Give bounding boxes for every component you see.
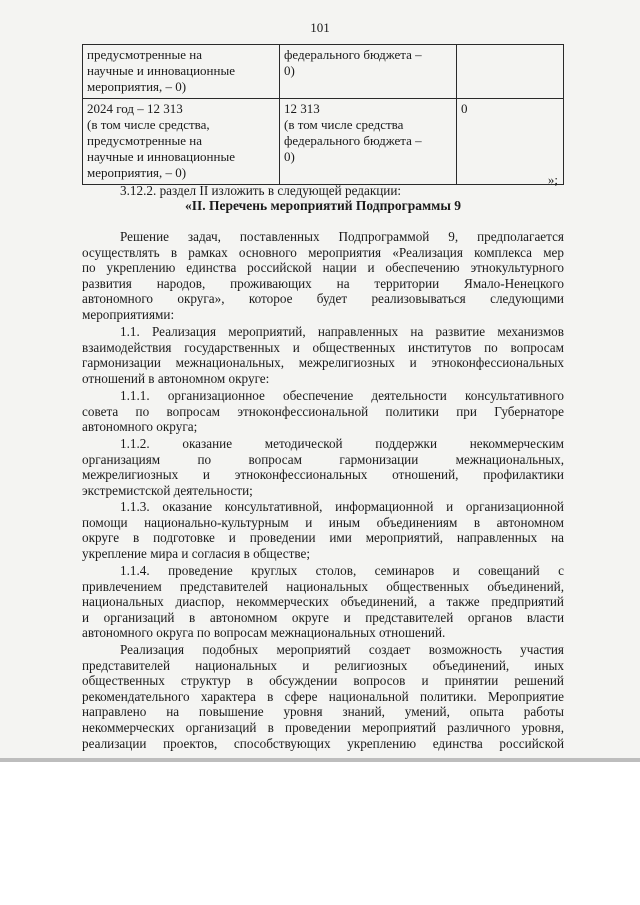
text-line: представителей национальных и религиозных объединений, иных [82, 657, 564, 673]
table-row [83, 45, 564, 99]
text-line: развития народов, проживающих на территории Ямало-Ненецкого [82, 275, 564, 291]
table-cell [457, 45, 564, 99]
text-line: организациям по вопросам гармонизации межнациональных, [82, 451, 564, 467]
table-cell: 12 313 (в том числе средства федерального бюджета – 0) [280, 99, 457, 185]
paragraph-1-1 [82, 324, 564, 386]
scan-edge [0, 758, 640, 762]
paragraph-intro [82, 229, 564, 323]
funding-table [82, 44, 564, 185]
text-line: экстремистской деятельности; [82, 482, 253, 498]
text-line: 1.1.4. проведение круглых столов, семинаров и совещаний с [120, 563, 564, 578]
text-line: автономного округа», которое будет реализовываться следующими [82, 291, 564, 307]
text-line: по укреплению единства российской нации и обеспечению этнокультурного [82, 260, 564, 276]
text-line: укрепление мира и согласия в обществе; [82, 545, 311, 561]
table-cell: 0 [457, 99, 564, 185]
section-heading: «II. Перечень мероприятий Подпрограммы 9 [184, 198, 462, 213]
text-line: 1.1.2. оказание методической поддержки некоммерческим [120, 436, 564, 451]
closing-quote: »; [547, 172, 558, 187]
text-line: некоммерческих организаций в проведении мероприятий различного уровня, [82, 719, 564, 735]
text-line: округе в подготовке и проведении ими мероприятий, направленных на [82, 530, 564, 546]
text-line: привлечением представителей национальных общественных объединений, [82, 578, 564, 594]
paragraph-final [82, 642, 564, 751]
section-amendment-line [82, 183, 564, 199]
text-line: и организаций в автономном округе и представителей органов власти [82, 609, 564, 625]
text-line: межрелигиозных и этноконфессиональных отношений, профилактики [82, 467, 564, 483]
text-line: взаимодействия государственных и общественных институтов по вопросам [82, 339, 564, 355]
text-line: отношений в автономном округе: [82, 370, 270, 386]
text-line: мероприятиями: [82, 306, 175, 322]
text-line: Реализация подобных мероприятий создает возможность участия [120, 642, 564, 657]
paragraph-1-1-1 [82, 388, 564, 435]
table-cell: 2024 год – 12 313 (в том числе средства, предусмотренные на научные и инновационные мероприятия, – 0) [83, 99, 280, 185]
text-line: рекомендательного характера в сфере национальной политики. Мероприятие [82, 688, 564, 704]
table-row [83, 99, 564, 185]
text-line: автономного округа; [82, 419, 198, 435]
table-cell: федерального бюджета – 0) [280, 45, 457, 99]
text-line: автономного округа по вопросам межнациональных отношений. [82, 625, 446, 641]
paragraph-1-1-2 [82, 436, 564, 498]
text-line: совета по вопросам этноконфессиональной политики при Губернаторе [82, 403, 564, 419]
paragraph-1-1-3 [82, 499, 564, 561]
text-line: общественных структур в обсуждении вопросов и принятии решений [82, 673, 564, 689]
section-line: 3.12.2. раздел II изложить в следующей редакции: [120, 183, 402, 198]
text-line: реализации проектов, способствующих укреплению единства российской [82, 735, 564, 751]
text-line: помощи национально-культурным и иным объединениям в автономном [82, 514, 564, 530]
text-line: направлено на повышение уровня знаний, умений, опыта работы [82, 704, 564, 720]
text-line: гармонизации межнациональных, межрелигиозных и этноконфессиональных [82, 355, 564, 371]
text-line: 1.1. Реализация мероприятий, направленных на развитие механизмов [120, 324, 564, 339]
text-line: 1.1.1. организационное обеспечение деятельности консультативного [120, 388, 564, 403]
paragraph-1-1-4 [82, 563, 564, 641]
text-line: Решение задач, поставленных Подпрограммой 9, предполагается [120, 229, 564, 244]
page-number: 101 [310, 20, 330, 35]
text-line: осуществлять в рамках основного мероприятия «Реализация комплекса мер [82, 244, 564, 260]
table-cell: предусмотренные на научные и инновационные мероприятия, – 0) [83, 45, 280, 99]
text-line: 1.1.3. оказание консультативной, информационной и организационной [120, 499, 564, 514]
text-line: национальных диаспор, некоммерческих объединений, а также предприятий [82, 594, 564, 610]
